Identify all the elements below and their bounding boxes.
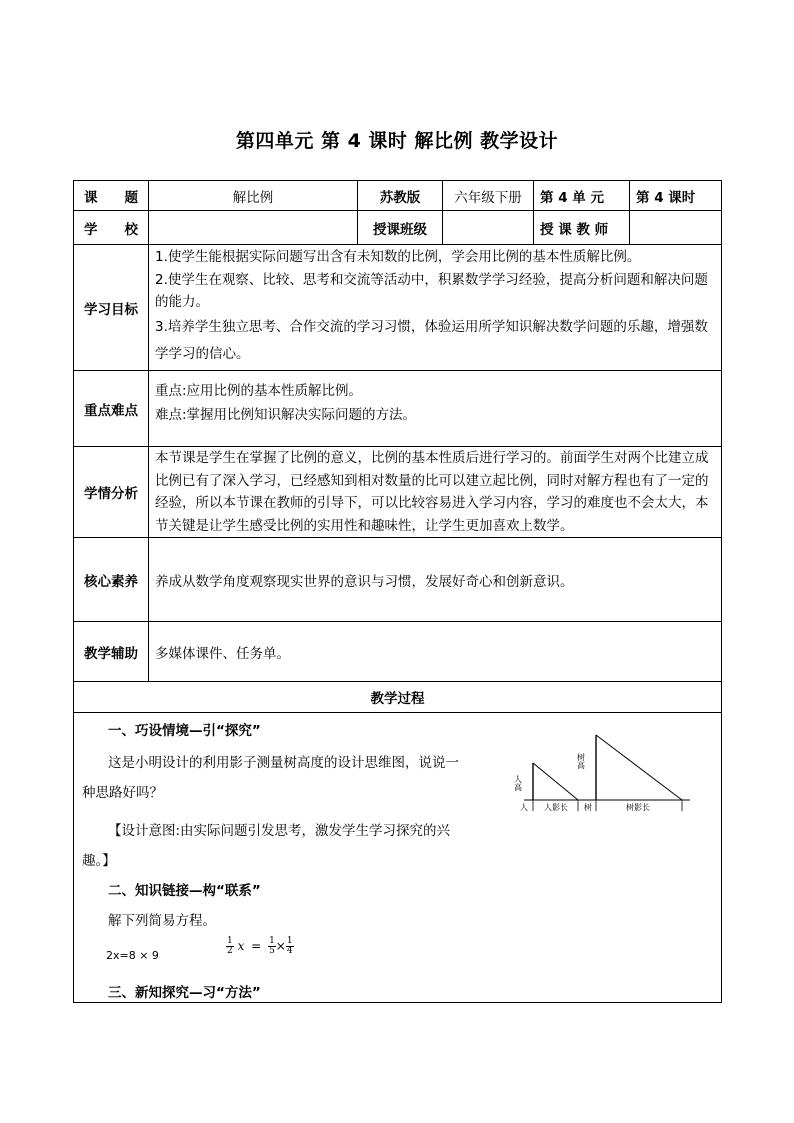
- teacher-label: 授 课 教 师: [534, 211, 630, 245]
- teacher-value: [630, 211, 722, 245]
- goals-label: 学习目标: [74, 245, 149, 371]
- school-label: 学 校: [74, 211, 149, 245]
- process-heading: 教学过程: [74, 682, 722, 713]
- diagram-person-label: 人: [520, 803, 528, 812]
- course-value: 解比例: [149, 181, 358, 211]
- shadow-measure-diagram: [514, 723, 694, 821]
- key-point: 重点:应用比例的基本性质解比例。: [155, 383, 363, 399]
- eq2-fraction-1: $\frac{1}{2}$: [227, 936, 233, 956]
- diagram-person-ray: [533, 763, 578, 800]
- aids-label: 教学辅助: [74, 622, 149, 682]
- section-1-text-line1: 这是小明设计的利用影子测量树高度的设计思维图，说说一: [108, 755, 459, 771]
- difficulty-point: 难点:掌握用比例知识解决实际问题的方法。: [155, 407, 417, 423]
- process-heading-row: [74, 682, 722, 713]
- literacy-label: 核心素养: [74, 538, 149, 622]
- literacy-row: [74, 538, 722, 622]
- lesson-plan-table: [73, 180, 722, 1003]
- process-content: [74, 713, 722, 1003]
- eq2-variable: x: [237, 939, 245, 953]
- section-3-title: 三、新知探究—习“方法”: [108, 985, 261, 1001]
- edition: 苏教版: [358, 181, 443, 211]
- analysis-label: 学情分析: [74, 447, 149, 538]
- goal-item-2: 2.使学生在观察、比较、思考和交流等活动中，积累数学学习经验，提高分析问题和解决问题的能力。: [155, 272, 708, 310]
- diagram-person-height-label: 人高: [514, 775, 523, 791]
- goal-item-1: 1.使学生能根据实际问题写出含有未知数的比例，学会用比例的基本性质解比例。: [155, 249, 641, 265]
- diagram-tree-shadow-label: 树影长: [626, 803, 650, 812]
- section-2-text: 解下列简易方程。: [108, 913, 216, 929]
- class-value: [443, 211, 534, 245]
- equation-1: 2x=8 × 9: [106, 949, 159, 962]
- aids-text: 多媒体课件、任务单。: [149, 622, 722, 682]
- grade: 六年级下册: [443, 181, 534, 211]
- aids-row: [74, 622, 722, 682]
- eq2-fraction-3: $\frac{1}{4}$: [286, 936, 293, 956]
- diagram-tree-ray: [596, 735, 682, 800]
- section-1-text-line2: 种思路好吗？: [82, 785, 163, 801]
- key-points-label: 重点难点: [74, 371, 149, 447]
- section-1-design-line2: 趣。】: [82, 853, 116, 869]
- section-1-title: 一、巧设情境—引“探究”: [108, 723, 261, 739]
- section-1-design-line1: 【设计意图:由实际问题引发思考，激发学生学习探究的兴: [108, 823, 451, 839]
- diagram-tree-height-label: 树高: [576, 753, 586, 769]
- goal-item-3: 3.培养学生独立思考、合作交流的学习习惯，体验运用所学知识解决数学问题的乐趣，增强数学学习的信心。: [155, 319, 708, 362]
- equation-2: [226, 937, 294, 956]
- goals-row: [74, 245, 722, 371]
- key-points-content: [149, 371, 722, 447]
- school-value: [149, 211, 358, 245]
- course-row: [74, 181, 722, 211]
- unit: 第 4 单 元: [534, 181, 630, 211]
- analysis-content: [149, 447, 722, 538]
- goals-content: [149, 245, 722, 371]
- class-label: 授课班级: [358, 211, 443, 245]
- lesson-number: 第 4 课时: [630, 181, 722, 211]
- eq2-equals: =: [251, 939, 262, 953]
- process-row: [74, 713, 722, 1003]
- analysis-row: [74, 447, 722, 538]
- eq2-fraction-2: $\frac{1}{5}$: [269, 936, 275, 956]
- section-2-title: 二、知识链接—构“联系”: [108, 883, 261, 899]
- literacy-text: 养成从数学角度观察现实世界的意识与习惯，发展好奇心和创新意识。: [149, 538, 722, 622]
- diagram-tree-label: 树: [584, 803, 592, 812]
- course-label: 课 题: [74, 181, 149, 211]
- analysis-text: 本节课是学生在掌握了比例的意义，比例的基本性质后进行学习的。前面学生对两个比建立成比例已有了深入学习，已经感知到相对数量的比可以建立起比例，同时对解方程也有了一定的经验，所以本节课在教师的引导下，可以比较容易进入学习内容，学习的难度也不会太大，本节关键是让学生感受比例的实用性和趣味性，让学生更加喜欢上数学。: [155, 450, 709, 534]
- diagram-person-shadow-label: 人影长: [544, 803, 568, 812]
- page-title: 第四单元 第 4 课时 解比例 教学设计: [235, 130, 559, 152]
- school-row: [74, 211, 722, 245]
- key-points-row: [74, 371, 722, 447]
- eq2-times: ×: [275, 939, 286, 953]
